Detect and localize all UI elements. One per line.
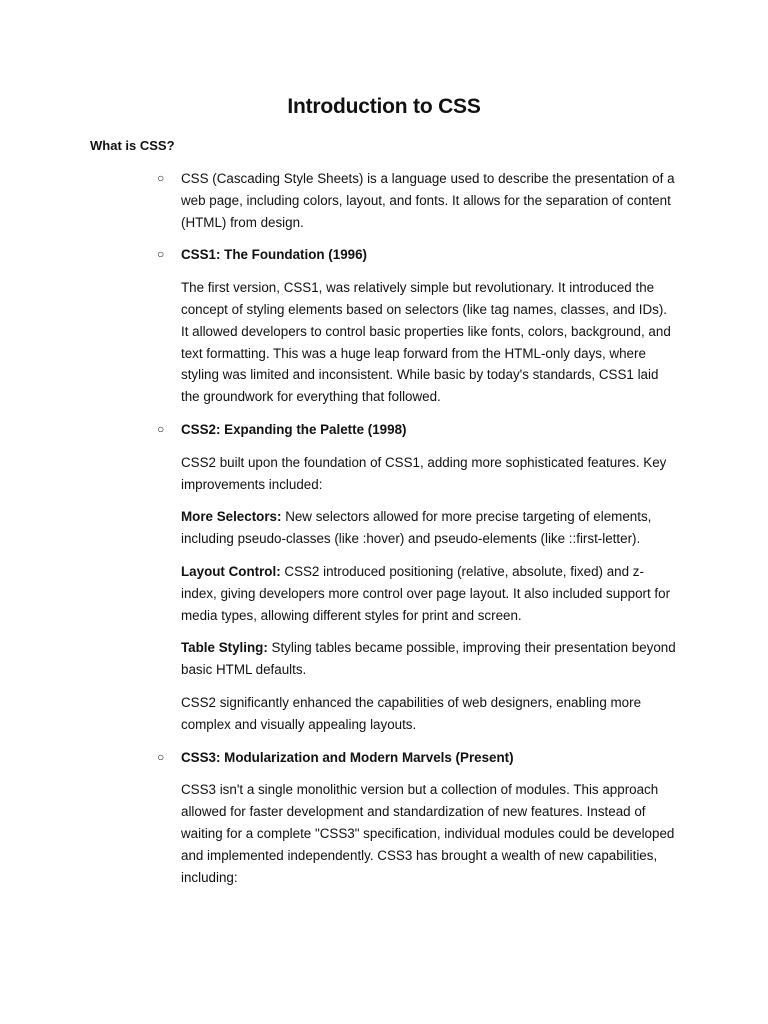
section-heading-what-is-css: What is CSS? [90, 138, 175, 153]
list-item-css2 [157, 419, 676, 736]
bullet-circle-icon: ○ [157, 171, 165, 185]
bullet-circle-icon: ○ [157, 247, 165, 262]
css3-heading: CSS3: Modularization and Modern Marvels (Present) [181, 749, 514, 765]
feature-text: CSS2 introduced positioning (relative, absolute, fixed) and z-index, giving developers more control over page layout. It also included support for media types, allowing different styles for print and screen. [181, 563, 671, 623]
css2-intro-paragraph: CSS2 built upon the foundation of CSS1, adding more sophisticated features. Key improvements included: [181, 454, 667, 492]
feature-label: Table Styling: [181, 640, 268, 656]
bullet-circle-icon: ○ [157, 749, 165, 764]
css1-body-paragraph: The first version, CSS1, was relatively simple but revolutionary. It introduced the concept of styling elements based on selectors (like tag names, classes, and IDs). It allowed developers to control basic properties like fonts, colors, background, and text formatting. This was a huge leap forward from the HTML-only days, where styling was limited and inconsistent. While basic by today's standards, CSS1 laid the groundwork for everything that followed. [181, 280, 671, 405]
list-item-css3 [157, 747, 676, 889]
css2-heading: CSS2: Expanding the Palette (1998) [181, 421, 407, 437]
css3-body-paragraph: CSS3 isn't a single monolithic version but a collection of modules. This approach allowed for faster development and standardization of new features. Instead of waiting for a complete "CSS3" specification, individual modules could be developed and implemented independently. CSS3 has brought a wealth of new capabilities, including: [181, 782, 675, 885]
feature-text: Styling tables became possible, improving their presentation beyond basic HTML defaults. [181, 640, 676, 678]
feature-text: New selectors allowed for more precise targeting of elements, including pseudo-classes (like :hover) and pseudo-elements (like ::first-letter). [181, 509, 652, 547]
css2-feature-table-styling [181, 637, 676, 681]
list-item-definition [157, 168, 676, 233]
feature-label: More Selectors: [181, 509, 282, 525]
document-content [157, 168, 676, 899]
definition-paragraph: CSS (Cascading Style Sheets) is a language used to describe the presentation of a web page, including colors, layout, and fonts. It allows for the separation of content (HTML) from design. [181, 171, 675, 230]
css2-outro-paragraph: CSS2 significantly enhanced the capabilities of web designers, enabling more complex and visually appealing layouts. [181, 694, 642, 732]
feature-label: Layout Control: [181, 563, 281, 579]
document-title: Introduction to CSS [287, 95, 481, 118]
css2-feature-layout-control [181, 561, 676, 626]
css1-heading: CSS1: The Foundation (1996) [181, 247, 367, 263]
css2-feature-more-selectors [181, 506, 676, 550]
bullet-circle-icon: ○ [157, 421, 165, 436]
list-item-css1 [157, 244, 676, 408]
